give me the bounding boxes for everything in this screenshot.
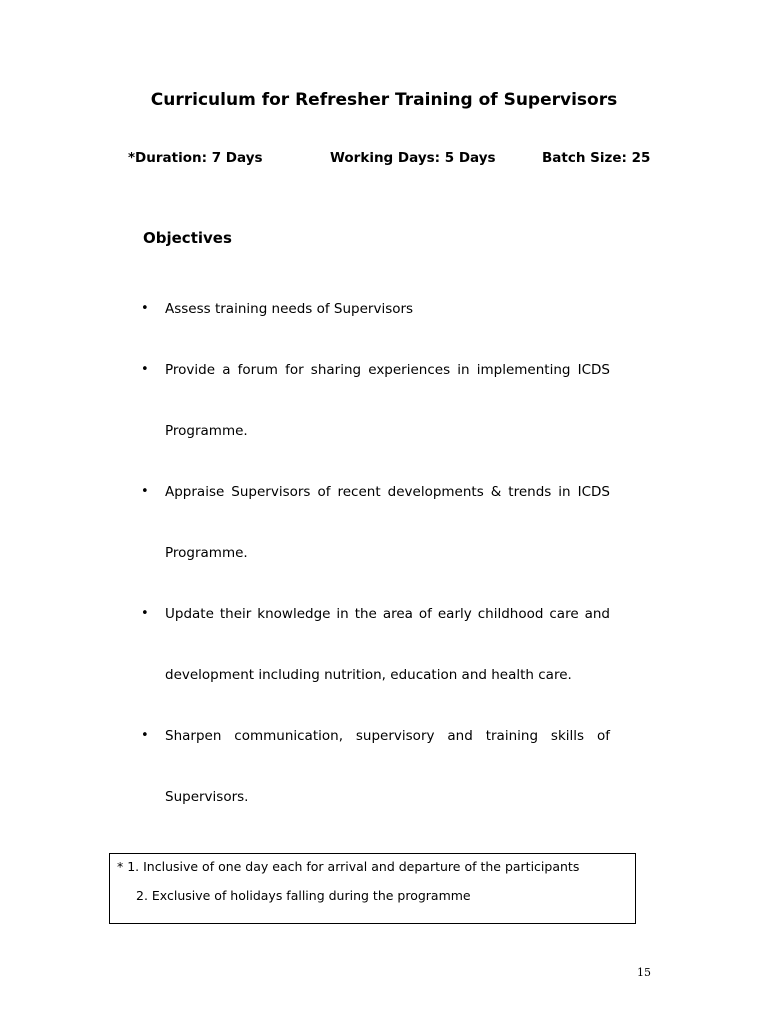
objectives-heading: Objectives — [143, 229, 232, 247]
bullet-icon: • — [141, 362, 149, 377]
footnote-line-2: 2. Exclusive of holidays falling during the programme — [136, 888, 471, 903]
bullet-icon: • — [141, 301, 149, 316]
bullet-icon: • — [141, 484, 149, 499]
batch-size-info: Batch Size: 25 — [542, 150, 651, 166]
objective-2-line-2: Programme. — [165, 423, 248, 439]
duration-info: *Duration: 7 Days — [128, 150, 263, 166]
objective-5-line-2: Supervisors. — [165, 789, 249, 805]
objective-4-line-2: development including nutrition, education and health care. — [165, 667, 572, 683]
bullet-icon: • — [141, 728, 149, 743]
page-title: Curriculum for Refresher Training of Supervisors — [150, 90, 618, 110]
objective-1-line-1: Assess training needs of Supervisors — [165, 301, 414, 317]
objective-3-line-2: Programme. — [165, 545, 248, 561]
footnote-line-1: * 1. Inclusive of one day each for arrival and departure of the participants — [117, 859, 580, 874]
page-number: 15 — [637, 966, 651, 979]
objective-5-line-1: Sharpen communication, supervisory and training skills of — [165, 728, 610, 744]
working-days-info: Working Days: 5 Days — [330, 150, 496, 166]
objective-4-line-1: Update their knowledge in the area of early childhood care and — [165, 606, 610, 622]
bullet-icon: • — [141, 606, 149, 621]
objective-3-line-1: Appraise Supervisors of recent developments & trends in ICDS — [165, 484, 610, 500]
objective-2-line-1: Provide a forum for sharing experiences in implementing ICDS — [165, 362, 610, 378]
